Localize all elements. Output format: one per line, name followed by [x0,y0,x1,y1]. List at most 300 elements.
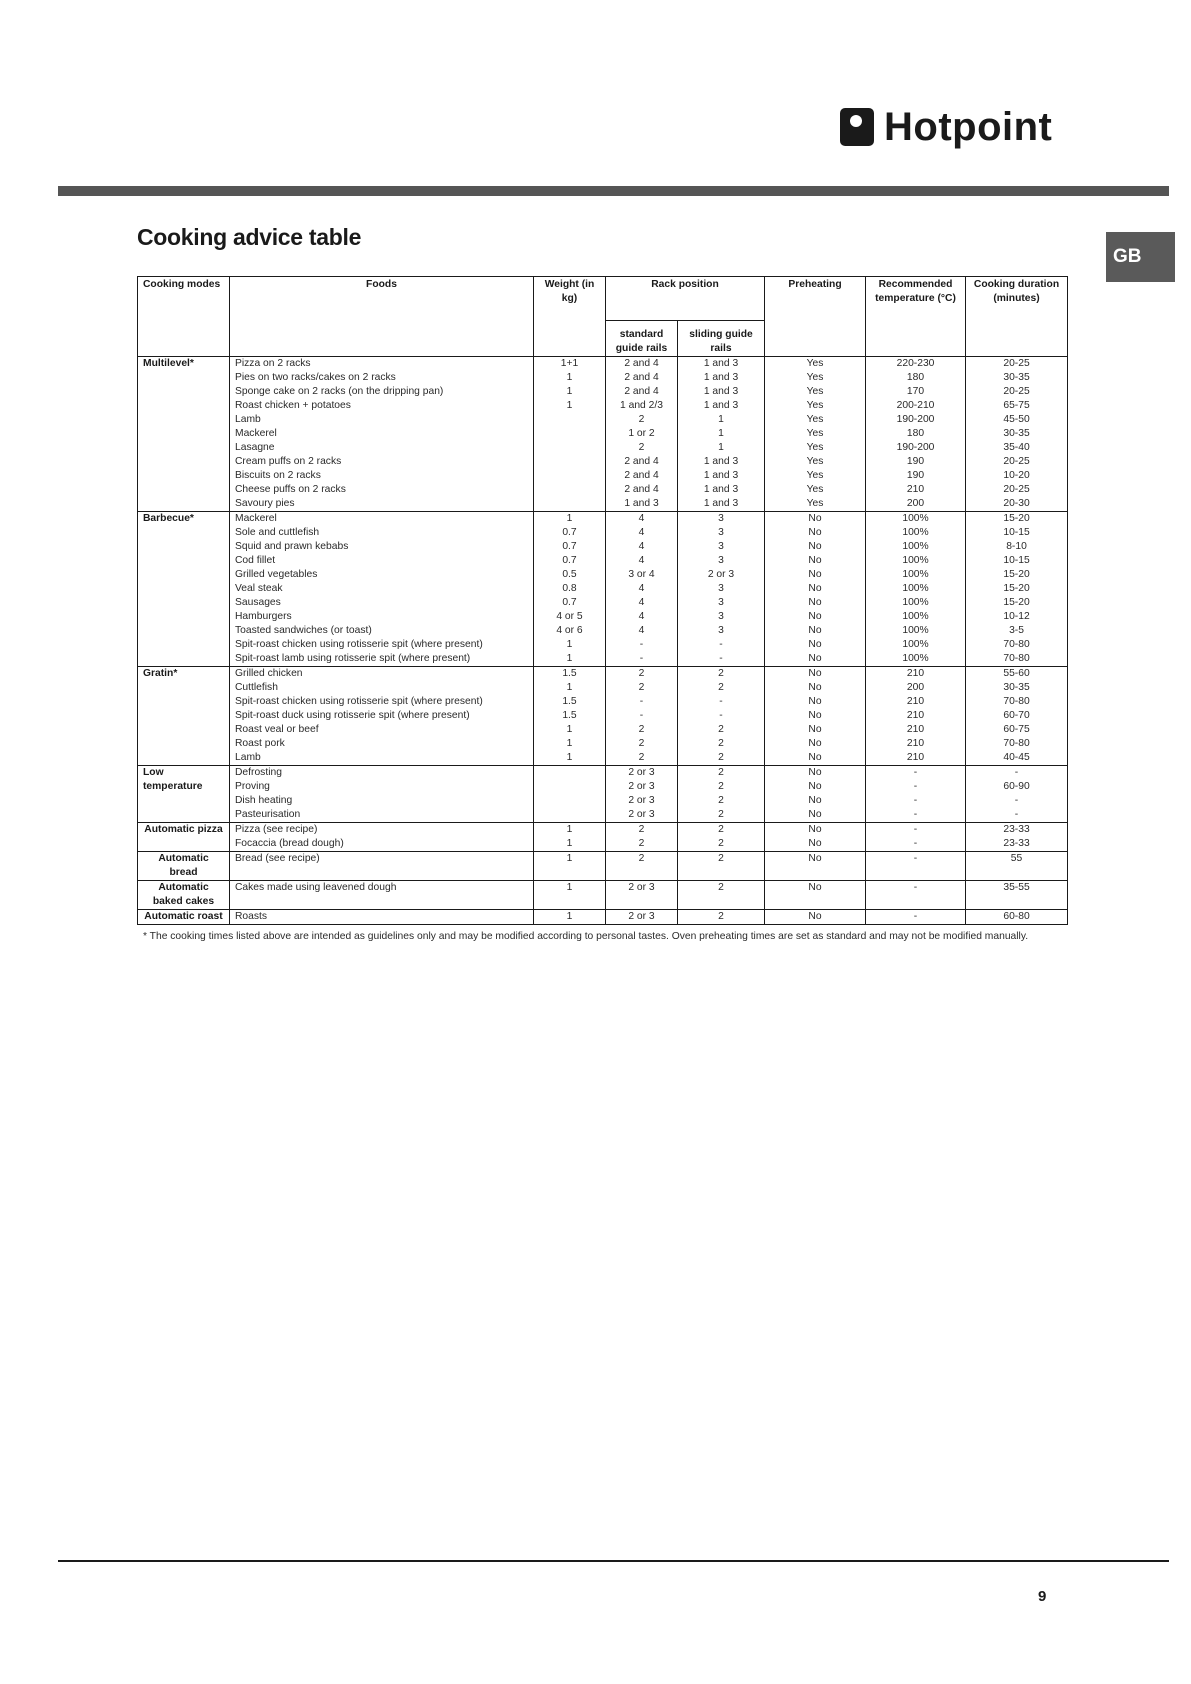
duration-value: - [966,794,1068,808]
food-name: Lamb [230,751,534,766]
food-name: Sole and cuttlefish [230,526,534,540]
rack-standard: - [606,695,678,709]
temperature-value: 210 [866,751,966,766]
duration-value: 10-15 [966,526,1068,540]
mode-group [138,852,1068,881]
temperature-value: 100% [866,596,966,610]
temperature-value: 100% [866,512,966,527]
rack-standard: 2 and 4 [606,371,678,385]
weight-value [534,794,606,808]
preheating-value: No [765,582,866,596]
rack-standard: 4 [606,596,678,610]
temperature-value: - [866,766,966,781]
preheating-value: No [765,526,866,540]
table-row [138,554,1068,568]
table-row [138,737,1068,751]
preheating-value: No [765,766,866,781]
rack-standard: 2 and 4 [606,455,678,469]
rack-standard: - [606,652,678,667]
duration-value: 55 [966,852,1068,881]
rack-sliding: 2 [678,881,765,910]
temperature-value: 100% [866,568,966,582]
weight-value: 1.5 [534,667,606,682]
page-title: Cooking advice table [137,224,362,250]
food-name: Dish heating [230,794,534,808]
table-row [138,413,1068,427]
preheating-value: Yes [765,441,866,455]
food-name: Cheese puffs on 2 racks [230,483,534,497]
table-row [138,837,1068,852]
mode-group [138,823,1068,852]
table-row [138,357,1068,372]
food-name: Lasagne [230,441,534,455]
rack-sliding: 1 [678,441,765,455]
temperature-value: 100% [866,582,966,596]
preheating-value: Yes [765,497,866,512]
preheating-value: Yes [765,427,866,441]
mode-group [138,910,1068,925]
header-duration: Cooking duration (minutes) [966,277,1068,357]
cooking-mode: Multilevel* [138,357,230,512]
table-row [138,695,1068,709]
preheating-value: No [765,624,866,638]
table-row [138,441,1068,455]
table-row [138,751,1068,766]
duration-value: 35-40 [966,441,1068,455]
duration-value: 35-55 [966,881,1068,910]
temperature-value: 190-200 [866,413,966,427]
duration-value: 60-70 [966,709,1068,723]
food-name: Focaccia (bread dough) [230,837,534,852]
weight-value: 1.5 [534,709,606,723]
weight-value: 1 [534,737,606,751]
food-name: Bread (see recipe) [230,852,534,881]
duration-value: 20-25 [966,357,1068,372]
preheating-value: No [765,554,866,568]
food-name: Proving [230,780,534,794]
table-row [138,638,1068,652]
header-temperature: Recommended temperature (°C) [866,277,966,357]
weight-value [534,483,606,497]
rack-standard: 2 or 3 [606,766,678,781]
temperature-value: - [866,852,966,881]
cooking-mode: Gratin* [138,667,230,766]
duration-value: 15-20 [966,582,1068,596]
temperature-value: - [866,910,966,925]
preheating-value: No [765,837,866,852]
food-name: Lamb [230,413,534,427]
preheating-value: No [765,667,866,682]
preheating-value: No [765,540,866,554]
food-name: Sausages [230,596,534,610]
preheating-value: No [765,910,866,925]
footer-divider [58,1560,1169,1562]
rack-sliding: 1 and 3 [678,357,765,372]
duration-value: 20-25 [966,385,1068,399]
weight-value: 1 [534,723,606,737]
cooking-mode: Automatic pizza [138,823,230,852]
temperature-value: 170 [866,385,966,399]
rack-sliding: - [678,709,765,723]
food-name: Cakes made using leavened dough [230,881,534,910]
temperature-value: 100% [866,526,966,540]
temperature-value: 220-230 [866,357,966,372]
temperature-value: - [866,823,966,838]
preheating-value: No [765,610,866,624]
duration-value: 10-20 [966,469,1068,483]
duration-value: - [966,808,1068,823]
hotpoint-logo-icon [840,108,874,146]
cooking-mode: Low temperature [138,766,230,823]
rack-sliding: 1 [678,427,765,441]
temperature-value: 180 [866,371,966,385]
table-row [138,568,1068,582]
preheating-value: Yes [765,455,866,469]
weight-value: 0.7 [534,540,606,554]
brand-name: Hotpoint [884,105,1053,149]
duration-value: 65-75 [966,399,1068,413]
duration-value: 10-15 [966,554,1068,568]
rack-standard: 2 [606,751,678,766]
rack-standard: 4 [606,624,678,638]
header-divider [58,186,1169,196]
food-name: Spit-roast lamb using rotisserie spit (where present) [230,652,534,667]
table-row [138,794,1068,808]
rack-standard: 2 or 3 [606,808,678,823]
food-name: Mackerel [230,427,534,441]
duration-value: 30-35 [966,371,1068,385]
cooking-mode: Automatic bread [138,852,230,881]
rack-sliding: 2 [678,823,765,838]
table-row [138,427,1068,441]
header-cooking-modes: Cooking modes [138,277,230,357]
weight-value: 1 [534,681,606,695]
table-row [138,540,1068,554]
footnote: * The cooking times listed above are intended as guidelines only and may be modified according to personal tastes. Oven preheating times are set as standard and may not be modified manually. [143,931,1029,942]
cooking-mode: Automatic roast [138,910,230,925]
food-name: Sponge cake on 2 racks (on the dripping pan) [230,385,534,399]
preheating-value: No [765,681,866,695]
food-name: Toasted sandwiches (or toast) [230,624,534,638]
temperature-value: 210 [866,737,966,751]
rack-standard: 2 [606,681,678,695]
rack-standard: 4 [606,540,678,554]
rack-standard: 1 or 2 [606,427,678,441]
preheating-value: No [765,737,866,751]
duration-value: 20-30 [966,497,1068,512]
temperature-value: - [866,808,966,823]
preheating-value: No [765,596,866,610]
food-name: Grilled chicken [230,667,534,682]
food-name: Hamburgers [230,610,534,624]
duration-value: 40-45 [966,751,1068,766]
table-row [138,808,1068,823]
duration-value: 60-80 [966,910,1068,925]
rack-standard: 4 [606,610,678,624]
rack-standard: 1 and 3 [606,497,678,512]
weight-value: 1 [534,652,606,667]
weight-value: 0.7 [534,554,606,568]
weight-value [534,766,606,781]
duration-value: 70-80 [966,652,1068,667]
rack-sliding: 2 [678,794,765,808]
temperature-value: 100% [866,610,966,624]
cooking-mode: Automatic baked cakes [138,881,230,910]
table-row [138,667,1068,682]
preheating-value: No [765,808,866,823]
duration-value: 15-20 [966,596,1068,610]
page-number: 9 [1038,1588,1047,1605]
temperature-value: 190-200 [866,441,966,455]
rack-standard: 2 or 3 [606,881,678,910]
food-name: Veal steak [230,582,534,596]
food-name: Pizza (see recipe) [230,823,534,838]
mode-group [138,881,1068,910]
rack-standard: 2 or 3 [606,780,678,794]
duration-value: 20-25 [966,483,1068,497]
rack-sliding: 2 [678,837,765,852]
weight-value [534,497,606,512]
weight-value: 1 [534,512,606,527]
rack-standard: 4 [606,582,678,596]
food-name: Roasts [230,910,534,925]
duration-value: 30-35 [966,427,1068,441]
table-row [138,512,1068,527]
weight-value [534,469,606,483]
rack-sliding: 1 and 3 [678,399,765,413]
rack-sliding: 2 [678,723,765,737]
temperature-value: 100% [866,652,966,667]
preheating-value: No [765,823,866,838]
cooking-advice-table [137,276,1068,925]
rack-sliding: 1 and 3 [678,497,765,512]
food-name: Grilled vegetables [230,568,534,582]
table-row [138,610,1068,624]
temperature-value: 180 [866,427,966,441]
duration-value: 3-5 [966,624,1068,638]
preheating-value: No [765,794,866,808]
temperature-value: 200-210 [866,399,966,413]
food-name: Spit-roast duck using rotisserie spit (where present) [230,709,534,723]
header-rack-position: Rack position [606,277,765,321]
duration-value: 8-10 [966,540,1068,554]
food-name: Cod fillet [230,554,534,568]
rack-standard: 1 and 2/3 [606,399,678,413]
preheating-value: No [765,652,866,667]
table-row [138,526,1068,540]
rack-sliding: 3 [678,526,765,540]
temperature-value: 210 [866,723,966,737]
rack-sliding: - [678,695,765,709]
weight-value: 4 or 6 [534,624,606,638]
rack-standard: 2 [606,852,678,881]
preheating-value: No [765,852,866,881]
temperature-value: 200 [866,681,966,695]
rack-sliding: 2 [678,737,765,751]
table-row [138,596,1068,610]
food-name: Savoury pies [230,497,534,512]
rack-standard: 2 and 4 [606,483,678,497]
rack-standard: 4 [606,526,678,540]
rack-standard: 2 [606,823,678,838]
preheating-value: Yes [765,483,866,497]
rack-standard: 2 [606,441,678,455]
table-row [138,723,1068,737]
preheating-value: Yes [765,357,866,372]
rack-sliding: 1 and 3 [678,469,765,483]
rack-sliding: 1 and 3 [678,385,765,399]
temperature-value: 210 [866,483,966,497]
rack-standard: - [606,709,678,723]
food-name: Spit-roast chicken using rotisserie spit (where present) [230,638,534,652]
weight-value [534,455,606,469]
duration-value: 60-90 [966,780,1068,794]
rack-sliding: 2 [678,751,765,766]
food-name: Cream puffs on 2 racks [230,455,534,469]
food-name: Biscuits on 2 racks [230,469,534,483]
temperature-value: 100% [866,638,966,652]
weight-value: 1+1 [534,357,606,372]
table-row [138,399,1068,413]
rack-standard: - [606,638,678,652]
weight-value: 0.5 [534,568,606,582]
table-row [138,910,1068,925]
weight-value: 1 [534,910,606,925]
weight-value: 1 [534,371,606,385]
preheating-value: Yes [765,469,866,483]
rack-sliding: 3 [678,596,765,610]
cooking-mode: Barbecue* [138,512,230,667]
rack-sliding: 1 and 3 [678,455,765,469]
rack-sliding: 3 [678,554,765,568]
rack-standard: 2 [606,737,678,751]
table-row [138,766,1068,781]
weight-value: 1 [534,385,606,399]
weight-value: 0.7 [534,596,606,610]
rack-standard: 4 [606,554,678,568]
table-row [138,483,1068,497]
temperature-value: 210 [866,667,966,682]
food-name: Squid and prawn kebabs [230,540,534,554]
food-name: Cuttlefish [230,681,534,695]
rack-standard: 2 or 3 [606,794,678,808]
table-row [138,497,1068,512]
duration-value: 15-20 [966,512,1068,527]
duration-value: 23-33 [966,823,1068,838]
table-row [138,582,1068,596]
rack-sliding: 2 [678,910,765,925]
rack-sliding: - [678,638,765,652]
table-row [138,881,1068,910]
weight-value [534,441,606,455]
weight-value: 1 [534,823,606,838]
food-name: Pizza on 2 racks [230,357,534,372]
temperature-value: 210 [866,695,966,709]
preheating-value: Yes [765,399,866,413]
preheating-value: No [765,695,866,709]
preheating-value: No [765,568,866,582]
rack-sliding: 1 and 3 [678,483,765,497]
temperature-value: - [866,837,966,852]
preheating-value: Yes [765,371,866,385]
preheating-value: No [765,709,866,723]
weight-value: 4 or 5 [534,610,606,624]
mode-group [138,667,1068,766]
food-name: Pies on two racks/cakes on 2 racks [230,371,534,385]
temperature-value: 200 [866,497,966,512]
duration-value: - [966,766,1068,781]
duration-value: 60-75 [966,723,1068,737]
weight-value: 0.8 [534,582,606,596]
rack-standard: 4 [606,512,678,527]
rack-standard: 2 [606,667,678,682]
rack-standard: 2 and 4 [606,357,678,372]
duration-value: 23-33 [966,837,1068,852]
rack-sliding: 2 [678,766,765,781]
food-name: Defrosting [230,766,534,781]
preheating-value: Yes [765,413,866,427]
duration-value: 15-20 [966,568,1068,582]
table-row [138,455,1068,469]
duration-value: 10-12 [966,610,1068,624]
weight-value: 1 [534,399,606,413]
food-name: Pasteurisation [230,808,534,823]
rack-sliding: 3 [678,582,765,596]
table-row [138,709,1068,723]
temperature-value: - [866,794,966,808]
duration-value: 70-80 [966,695,1068,709]
weight-value [534,780,606,794]
mode-group [138,357,1068,512]
weight-value: 1 [534,837,606,852]
weight-value: 1 [534,881,606,910]
rack-standard: 3 or 4 [606,568,678,582]
brand-logo [840,104,1052,150]
rack-standard: 2 [606,723,678,737]
rack-sliding: 2 [678,808,765,823]
mode-group [138,766,1068,823]
weight-value [534,427,606,441]
weight-value: 1 [534,852,606,881]
food-name: Roast pork [230,737,534,751]
temperature-value: 100% [866,624,966,638]
weight-value: 1 [534,751,606,766]
rack-sliding: 3 [678,624,765,638]
preheating-value: No [765,512,866,527]
rack-sliding: 1 and 3 [678,371,765,385]
rack-sliding: - [678,652,765,667]
table-row [138,780,1068,794]
table-row [138,469,1068,483]
rack-standard: 2 and 4 [606,469,678,483]
duration-value: 55-60 [966,667,1068,682]
temperature-value: - [866,881,966,910]
table-row [138,385,1068,399]
preheating-value: Yes [765,385,866,399]
table-row [138,371,1068,385]
food-name: Roast veal or beef [230,723,534,737]
preheating-value: No [765,751,866,766]
rack-sliding: 3 [678,512,765,527]
food-name: Spit-roast chicken using rotisserie spit (where present) [230,695,534,709]
rack-sliding: 3 [678,610,765,624]
rack-standard: 2 [606,413,678,427]
temperature-value: 210 [866,709,966,723]
rack-sliding: 3 [678,540,765,554]
rack-sliding: 2 [678,780,765,794]
weight-value: 1.5 [534,695,606,709]
rack-standard: 2 or 3 [606,910,678,925]
